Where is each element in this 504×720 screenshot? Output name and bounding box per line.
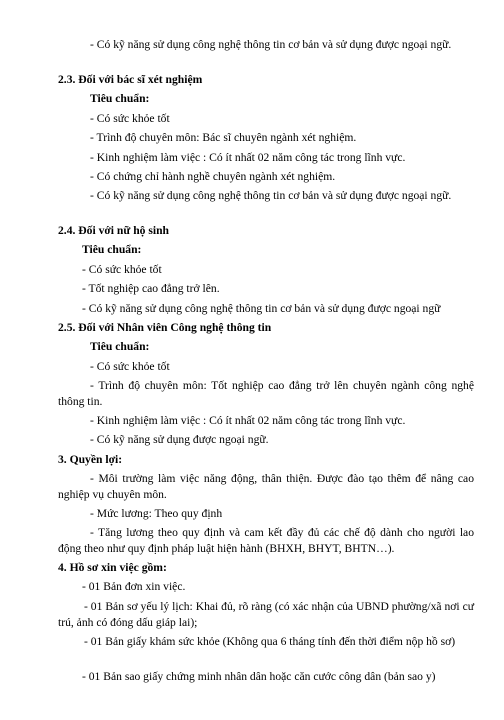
- item-2-5-2: - Trình độ chuyên môn: Tốt nghiệp cao đẳng trở lên chuyên ngành công nghệ thông tin.: [58, 379, 474, 408]
- item-4-3: - 01 Bản giấy khám sức khỏe (Không qua 6 tháng tính đến thời điểm nộp hồ sơ): [84, 635, 456, 648]
- heading-4: 4. Hồ sơ xin việc gồm:: [58, 561, 167, 574]
- item-2-3-5: - Có kỹ năng sử dụng công nghệ thông tin cơ bản và sử dụng được ngoại ngữ.: [90, 189, 452, 202]
- item-2-3-1: - Có sức khỏe tốt: [90, 112, 170, 125]
- item-2-4-3: - Có kỹ năng sử dụng công nghệ thông tin cơ bản và sử dụng được ngoại ngữ: [82, 302, 441, 315]
- item-3-2: - Mức lương: Theo quy định: [90, 507, 223, 520]
- top-line: - Có kỹ năng sử dụng công nghệ thông tin cơ bản và sử dụng được ngoại ngữ.: [90, 38, 452, 51]
- item-2-3-2: - Trình độ chuyên môn: Bác sĩ chuyên ngành xét nghiệm.: [90, 131, 357, 144]
- item-3-1: - Môi trường làm việc năng động, thân thiện. Được đào tạo thêm để nâng cao nghiệp vụ chuyên môn.: [58, 472, 474, 501]
- sub-2-5: Tiêu chuẩn:: [90, 340, 150, 353]
- item-4-2: - 01 Bản sơ yếu lý lịch: Khai đủ, rõ ràng (có xác nhận của UBND phường/xã nơi cư trú, ảnh có đóng dấu giáp lai);: [58, 600, 474, 629]
- heading-2-5: 2.5. Đối với Nhân viên Công nghệ thông tin: [58, 321, 272, 334]
- heading-2-4: 2.4. Đối với nữ hộ sinh: [58, 224, 169, 237]
- heading-3: 3. Quyền lợi:: [58, 453, 123, 466]
- item-2-3-3: - Kinh nghiệm làm việc : Có ít nhất 02 năm công tác trong lĩnh vực.: [90, 151, 406, 164]
- item-2-4-1: - Có sức khỏe tốt: [82, 263, 162, 276]
- item-3-3: - Tăng lương theo quy định và cam kết đầy đủ các chế độ dành cho người lao động theo như quy định pháp luật hiện hành (BHXH, BHYT, BHTN…).: [58, 526, 474, 555]
- item-2-4-2: - Tốt nghiệp cao đẳng trở lên.: [82, 282, 220, 295]
- item-4-1: - 01 Bản đơn xin việc.: [82, 580, 186, 593]
- item-2-5-3: - Kinh nghiệm làm việc : Có ít nhất 02 năm công tác trong lĩnh vực.: [90, 414, 406, 427]
- item-2-5-4: - Có kỹ năng sử dụng được ngoại ngữ.: [90, 433, 269, 446]
- heading-2-3: 2.3. Đối với bác sĩ xét nghiệm: [58, 73, 203, 86]
- item-2-5-1: - Có sức khỏe tốt: [90, 360, 170, 373]
- sub-2-4: Tiêu chuẩn:: [82, 243, 142, 256]
- item-2-3-4: - Có chứng chỉ hành nghề chuyên ngành xét nghiệm.: [90, 170, 336, 183]
- item-4-4: - 01 Bản sao giấy chứng minh nhân dân hoặc căn cước công dân (bản sao y): [82, 670, 436, 683]
- sub-2-3: Tiêu chuẩn:: [90, 92, 150, 105]
